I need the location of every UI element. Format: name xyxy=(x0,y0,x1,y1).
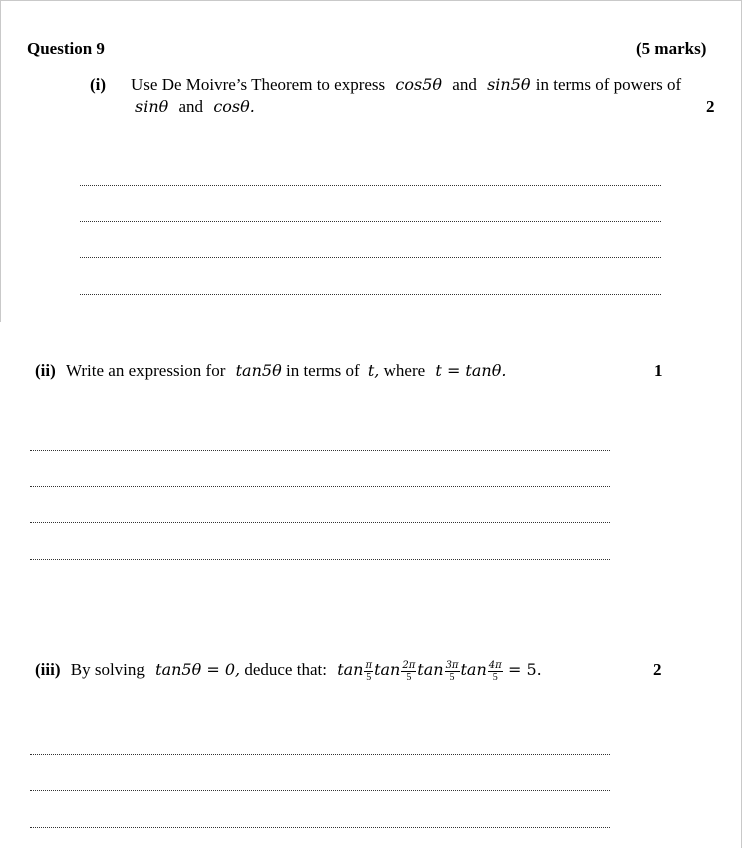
part-i-expr-cos: cos5θ xyxy=(395,75,443,94)
part-ii-text-3: where xyxy=(383,361,426,380)
question-title: Question 9 xyxy=(27,39,105,58)
part-ii-var-t: t, xyxy=(367,361,380,380)
page-frame xyxy=(0,0,742,322)
marks-total: (5 marks) xyxy=(636,39,707,58)
answer-line[interactable] xyxy=(80,221,661,222)
part-iii-label: (iii) xyxy=(35,660,61,679)
tan-word: tan xyxy=(374,660,401,679)
part-i-and-2: and xyxy=(178,97,204,116)
part-ii-label: (ii) xyxy=(35,361,56,380)
fraction-4pi-over-5: $\frac{4\pi}{5}$ xyxy=(488,659,502,683)
part-ii-expr-tan: tan5θ xyxy=(235,361,282,380)
answer-line[interactable] xyxy=(30,754,610,755)
part-i-marks: 2 xyxy=(706,97,715,116)
part-i-line-1 xyxy=(131,75,681,95)
part-iii-text-2: deduce that: xyxy=(244,660,327,679)
answer-line[interactable] xyxy=(80,185,661,186)
part-ii-marks: 1 xyxy=(654,361,663,380)
tan-word: tan xyxy=(417,660,444,679)
answer-line[interactable] xyxy=(80,294,661,295)
part-i-expr-sintheta: sinθ xyxy=(135,97,169,116)
answer-line[interactable] xyxy=(30,450,610,451)
part-iii-line xyxy=(35,652,542,688)
part-iii-marks: 2 xyxy=(653,660,662,679)
part-iii-result: = 5. xyxy=(507,660,542,679)
tan-word: tan xyxy=(460,660,487,679)
page-frame-right-edge xyxy=(741,0,742,848)
answer-line[interactable] xyxy=(30,486,610,487)
part-ii-expr-def: t = tanθ. xyxy=(435,361,507,380)
answer-line[interactable] xyxy=(30,559,610,560)
tan-word: tan xyxy=(337,660,364,679)
fraction-2pi-over-5: $\frac{2\pi}{5}$ xyxy=(402,659,416,683)
part-i-text-after: in terms of powers of xyxy=(535,75,682,94)
fraction-pi-over-5: $\frac{\pi}{5}$ xyxy=(365,659,373,683)
part-i-line-2 xyxy=(135,97,255,117)
answer-line[interactable] xyxy=(30,827,610,828)
part-i-and-1: and xyxy=(452,75,477,94)
fraction-3pi-over-5: $\frac{3\pi}{5}$ xyxy=(445,659,459,683)
part-ii-text-2: in terms of xyxy=(285,361,360,380)
part-ii-text-1: Write an expression for xyxy=(66,361,226,380)
answer-line[interactable] xyxy=(80,257,661,258)
part-i-text-before: Use De Moivre’s Theorem to express xyxy=(131,75,386,94)
answer-line[interactable] xyxy=(30,790,610,791)
part-ii-line xyxy=(35,361,506,381)
part-iii-expr-eq: tan5θ = 0, xyxy=(155,660,241,679)
part-i-expr-costheta: cosθ. xyxy=(213,97,255,116)
part-iii-text-1: By solving xyxy=(70,660,145,679)
part-i-expr-sin: sin5θ xyxy=(487,75,531,94)
answer-line[interactable] xyxy=(30,522,610,523)
part-i-label: (i) xyxy=(90,75,107,94)
